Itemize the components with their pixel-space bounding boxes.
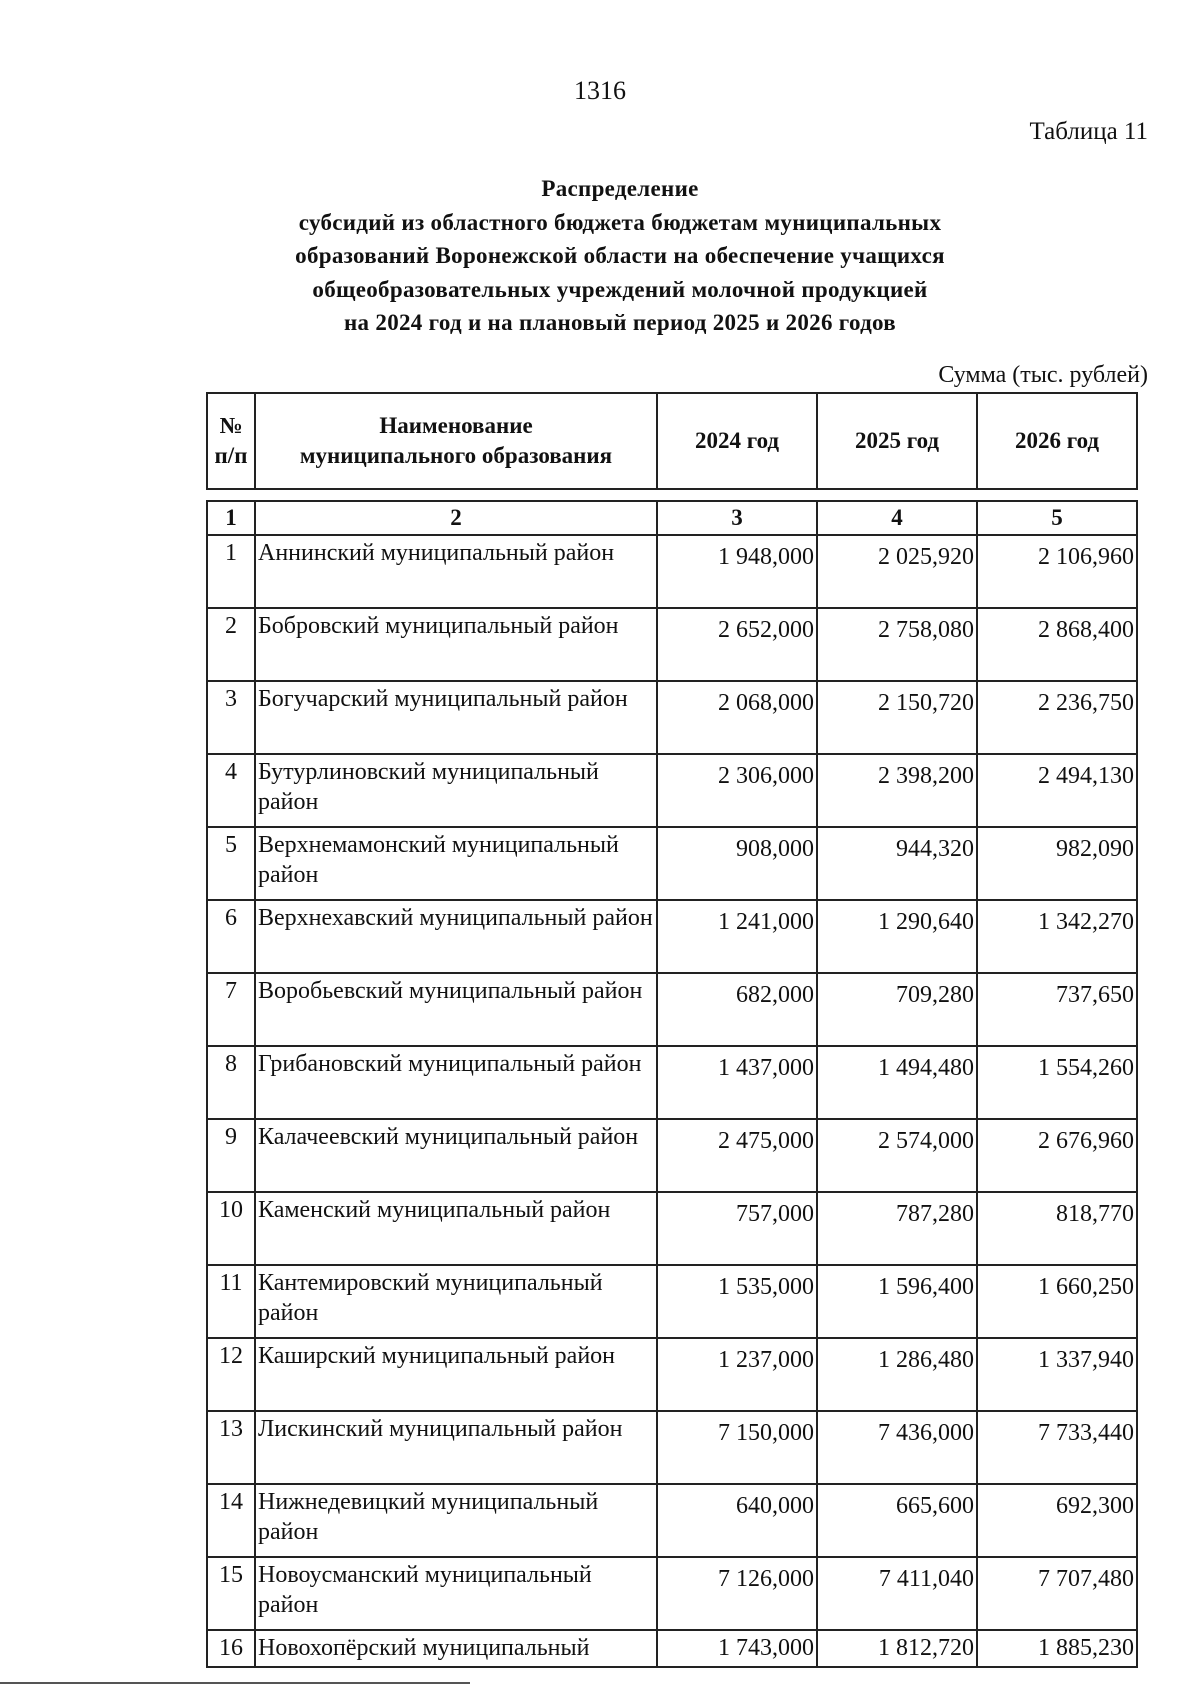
row-number: 8 — [207, 1046, 255, 1119]
amount-2025: 1 494,480 — [817, 1046, 977, 1119]
row-number: 13 — [207, 1411, 255, 1484]
table-row — [207, 1046, 1137, 1119]
amount-2024: 1 743,000 — [657, 1630, 817, 1667]
amount-2026: 7 707,480 — [977, 1557, 1137, 1630]
column-numbers-row — [207, 501, 1137, 535]
amount-2026: 737,650 — [977, 973, 1137, 1046]
document-title — [200, 172, 1040, 340]
title-line: субсидий из областного бюджета бюджетам муниципальных — [298, 209, 942, 235]
table-row — [207, 608, 1137, 681]
amount-2026: 2 494,130 — [977, 754, 1137, 827]
amount-2026: 1 337,940 — [977, 1338, 1137, 1411]
amount-2024: 7 150,000 — [657, 1411, 817, 1484]
amount-2024: 908,000 — [657, 827, 817, 900]
row-number: 6 — [207, 900, 255, 973]
amount-2026: 982,090 — [977, 827, 1137, 900]
table-row — [207, 900, 1137, 973]
amount-2024: 1 241,000 — [657, 900, 817, 973]
municipality-name: Грибановский муниципальный район — [255, 1046, 657, 1119]
row-number: 5 — [207, 827, 255, 900]
amount-2024: 682,000 — [657, 973, 817, 1046]
amount-2024: 1 237,000 — [657, 1338, 817, 1411]
header-name-line2: муниципального образования — [299, 443, 613, 468]
amount-2025: 665,600 — [817, 1484, 977, 1557]
table-row — [207, 1265, 1137, 1338]
row-number: 2 — [207, 608, 255, 681]
amount-2024: 7 126,000 — [657, 1557, 817, 1630]
municipality-name: Калачеевский муниципальный район — [255, 1119, 657, 1192]
row-number: 16 — [207, 1630, 255, 1667]
data-table — [206, 500, 1138, 1668]
header-name — [255, 393, 657, 489]
column-number: 3 — [657, 501, 817, 535]
amount-2024: 2 068,000 — [657, 681, 817, 754]
row-number: 1 — [207, 535, 255, 608]
amount-2026: 2 106,960 — [977, 535, 1137, 608]
header-number — [207, 393, 255, 489]
header-name-line1: Наименование — [379, 413, 533, 438]
amount-2025: 1 812,720 — [817, 1630, 977, 1667]
amount-2025: 709,280 — [817, 973, 977, 1046]
amount-2025: 944,320 — [817, 827, 977, 900]
amount-2026: 818,770 — [977, 1192, 1137, 1265]
column-number: 2 — [255, 501, 657, 535]
title-line: на 2024 год и на плановый период 2025 и 2026 годов — [344, 310, 896, 335]
table-label: Таблица 11 — [1029, 118, 1148, 145]
amount-2025: 1 286,480 — [817, 1338, 977, 1411]
amount-2025: 2 150,720 — [817, 681, 977, 754]
table-row — [207, 973, 1137, 1046]
column-number: 4 — [817, 501, 977, 535]
footer-divider — [0, 1682, 470, 1684]
amount-2026: 2 676,960 — [977, 1119, 1137, 1192]
amount-2025: 1 290,640 — [817, 900, 977, 973]
table-row — [207, 1338, 1137, 1411]
table-row — [207, 827, 1137, 900]
table-row — [207, 1484, 1137, 1557]
municipality-name: Кантемировский муниципальный район — [255, 1265, 657, 1338]
header-2026: 2026 год — [977, 393, 1137, 489]
municipality-name: Бобровский муниципальный район — [255, 608, 657, 681]
table-header — [206, 392, 1138, 490]
amount-2025: 7 436,000 — [817, 1411, 977, 1484]
amount-2025: 2 758,080 — [817, 608, 977, 681]
table-row — [207, 1630, 1137, 1667]
amount-2025: 787,280 — [817, 1192, 977, 1265]
row-number: 11 — [207, 1265, 255, 1338]
column-number: 1 — [207, 501, 255, 535]
amount-2024: 1 948,000 — [657, 535, 817, 608]
municipality-name: Верхнехавский муниципальный район — [255, 900, 657, 973]
row-number: 10 — [207, 1192, 255, 1265]
amount-2026: 1 554,260 — [977, 1046, 1137, 1119]
row-number: 3 — [207, 681, 255, 754]
amount-2024: 2 306,000 — [657, 754, 817, 827]
amount-2024: 1 437,000 — [657, 1046, 817, 1119]
table-row — [207, 535, 1137, 608]
column-number: 5 — [977, 501, 1137, 535]
row-number: 4 — [207, 754, 255, 827]
page-number: 1316 — [574, 76, 626, 105]
amount-2024: 2 652,000 — [657, 608, 817, 681]
row-number: 12 — [207, 1338, 255, 1411]
amount-2025: 2 398,200 — [817, 754, 977, 827]
row-number: 9 — [207, 1119, 255, 1192]
amount-2024: 1 535,000 — [657, 1265, 817, 1338]
amount-2025: 7 411,040 — [817, 1557, 977, 1630]
table-row — [207, 1192, 1137, 1265]
amount-2025: 2 574,000 — [817, 1119, 977, 1192]
municipality-name: Каширский муниципальный район — [255, 1338, 657, 1411]
table-row — [207, 1557, 1137, 1630]
municipality-name: Нижнедевицкий муниципальный район — [255, 1484, 657, 1557]
title-line: образований Воронежской области на обеспечение учащихся — [295, 243, 945, 268]
municipality-name: Богучарский муниципальный район — [255, 681, 657, 754]
row-number: 7 — [207, 973, 255, 1046]
amount-2026: 1 660,250 — [977, 1265, 1137, 1338]
row-number: 15 — [207, 1557, 255, 1630]
row-number: 14 — [207, 1484, 255, 1557]
table-row — [207, 681, 1137, 754]
municipality-name: Верхнемамонский муниципальный район — [255, 827, 657, 900]
amount-2026: 7 733,440 — [977, 1411, 1137, 1484]
municipality-name: Лискинский муниципальный район — [255, 1411, 657, 1484]
table-row — [207, 1411, 1137, 1484]
header-2024: 2024 год — [657, 393, 817, 489]
amount-2026: 1 342,270 — [977, 900, 1137, 973]
title-line: общеобразовательных учреждений молочной продукцией — [312, 276, 928, 302]
amount-2024: 757,000 — [657, 1192, 817, 1265]
title-line: Распределение — [541, 176, 699, 201]
header-2025: 2025 год — [817, 393, 977, 489]
municipality-name: Каменский муниципальный район — [255, 1192, 657, 1265]
amount-2025: 1 596,400 — [817, 1265, 977, 1338]
amount-2024: 2 475,000 — [657, 1119, 817, 1192]
header-number-line2: п/п — [214, 443, 248, 468]
amount-2025: 2 025,920 — [817, 535, 977, 608]
amount-2026: 1 885,230 — [977, 1630, 1137, 1667]
table-row — [207, 754, 1137, 827]
table-row — [207, 1119, 1137, 1192]
municipality-name: Новоусманский муниципальный район — [255, 1557, 657, 1630]
municipality-name: Аннинский муниципальный район — [255, 535, 657, 608]
amount-2026: 692,300 — [977, 1484, 1137, 1557]
amount-2026: 2 236,750 — [977, 681, 1137, 754]
municipality-name: Бутурлиновский муниципальный район — [255, 754, 657, 827]
amount-2026: 2 868,400 — [977, 608, 1137, 681]
amount-2024: 640,000 — [657, 1484, 817, 1557]
municipality-name: Воробьевский муниципальный район — [255, 973, 657, 1046]
header-number-line1: № — [219, 413, 243, 438]
municipality-name: Новохопёрский муниципальный — [255, 1630, 657, 1667]
units-label: Сумма (тыс. рублей) — [938, 362, 1148, 388]
